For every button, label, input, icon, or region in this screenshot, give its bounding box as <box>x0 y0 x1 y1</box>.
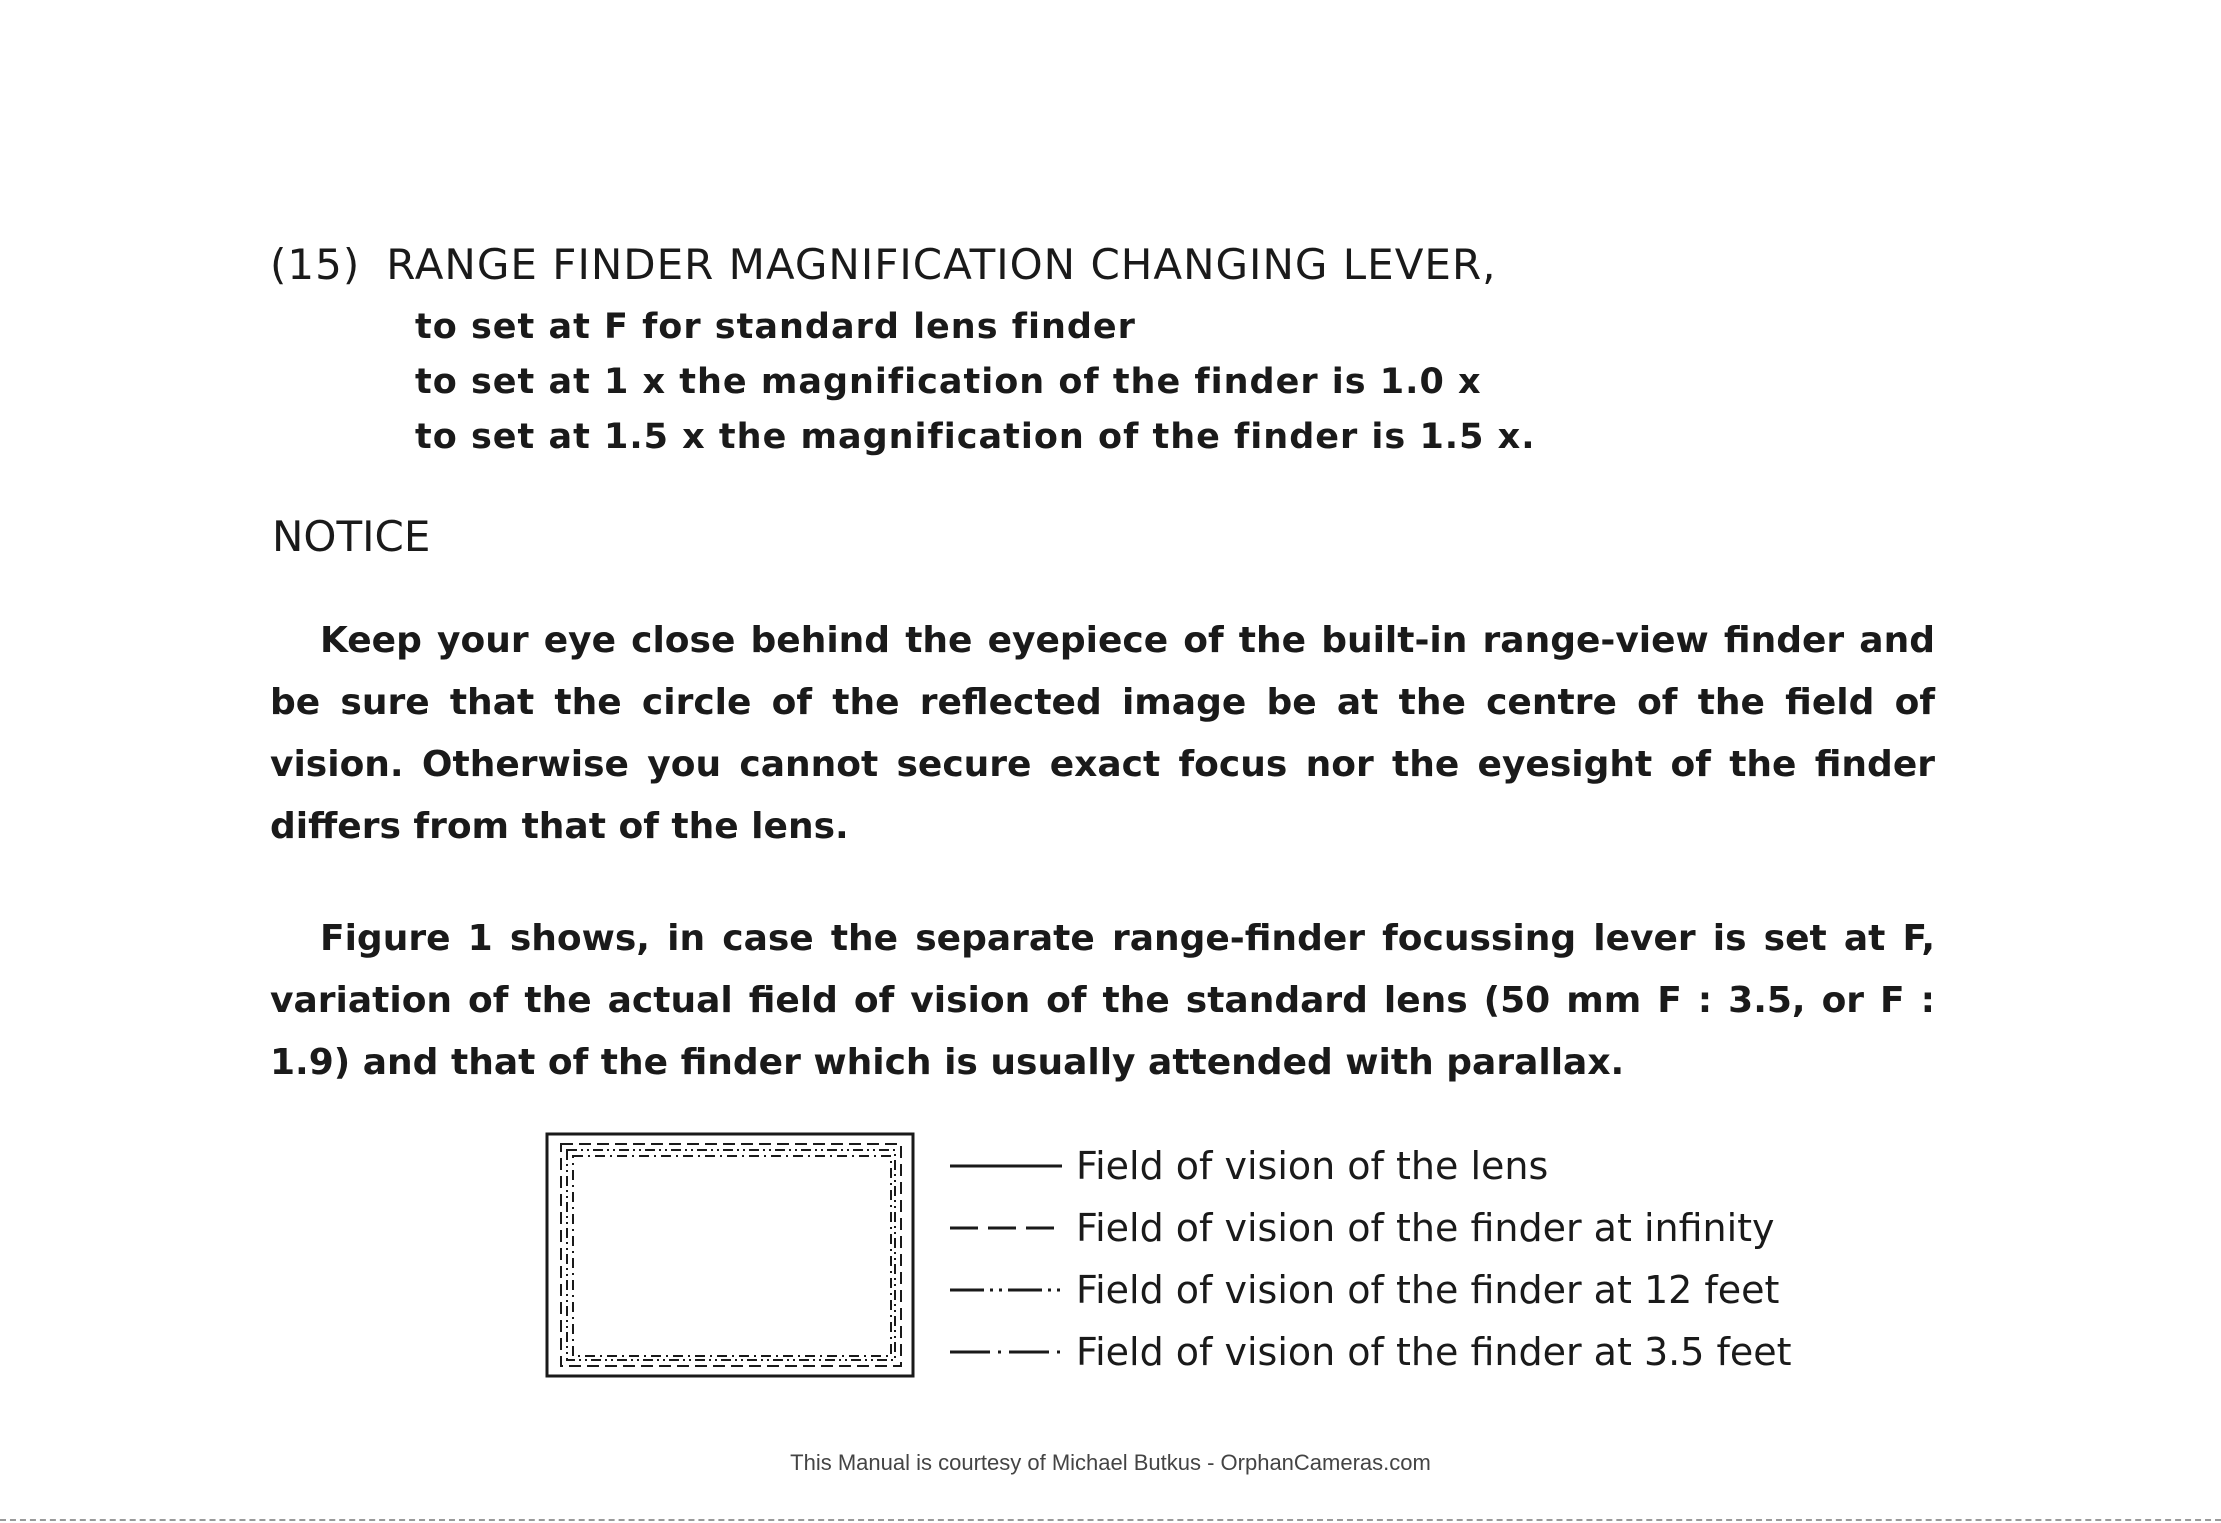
legend-item <box>950 1259 1792 1321</box>
finder-infinity-frame <box>561 1144 901 1366</box>
notice-heading: NOTICE <box>272 512 431 561</box>
figure-paragraph: Figure 1 shows, in case the separate range-finder focussing lever is set at F, variation of the actual field of vision of the standard lens (50 mm F : 3.5, or F : 1.9) and that of the finder which is usually attended with parallax. <box>270 918 1935 1083</box>
dash-dot-line-icon <box>950 1347 1062 1357</box>
lever-settings-list <box>415 300 1536 465</box>
lens-field-frame <box>547 1134 913 1376</box>
legend-label: Field of vision of the finder at 3.5 feet <box>1076 1330 1792 1374</box>
section-title: RANGE FINDER MAGNIFICATION CHANGING LEVER, <box>386 240 1497 289</box>
solid-line-icon <box>950 1161 1062 1171</box>
legend-label: Field of vision of the finder at 12 feet <box>1076 1268 1780 1312</box>
section-heading <box>270 240 1497 289</box>
footer-credit: This Manual is courtesy of Michael Butkus - OrphanCameras.com <box>790 1450 1431 1475</box>
lever-setting-line: to set at F for standard lens finder <box>415 307 1136 347</box>
field-of-vision-diagram <box>545 1132 917 1380</box>
lever-setting-line: to set at 1.5 x the magnification of the finder is 1.5 x. <box>415 417 1536 457</box>
dash-dot-dot-line-icon <box>950 1285 1062 1295</box>
legend-label: Field of vision of the finder at infinity <box>1076 1206 1775 1250</box>
legend-item <box>950 1321 1792 1383</box>
dashed-line-icon <box>950 1223 1062 1233</box>
section-number: (15) <box>270 240 361 289</box>
figure-legend <box>950 1135 1792 1383</box>
legend-item <box>950 1135 1792 1197</box>
finder-3-5ft-frame <box>573 1156 891 1356</box>
notice-paragraph: Keep your eye close behind the eyepiece of the built-in range-view finder and be sure that the circle of the reflected image be at the centre of the field of vision. Otherwise you cannot secure exact focus nor the eyesight of the finder differs from that of the lens. <box>270 620 1935 847</box>
legend-label: Field of vision of the lens <box>1076 1144 1549 1188</box>
finder-12ft-frame <box>567 1150 895 1360</box>
page-bottom-divider <box>0 1519 2221 1521</box>
lever-setting-line: to set at 1 x the magnification of the finder is 1.0 x <box>415 362 1482 402</box>
legend-item <box>950 1197 1792 1259</box>
